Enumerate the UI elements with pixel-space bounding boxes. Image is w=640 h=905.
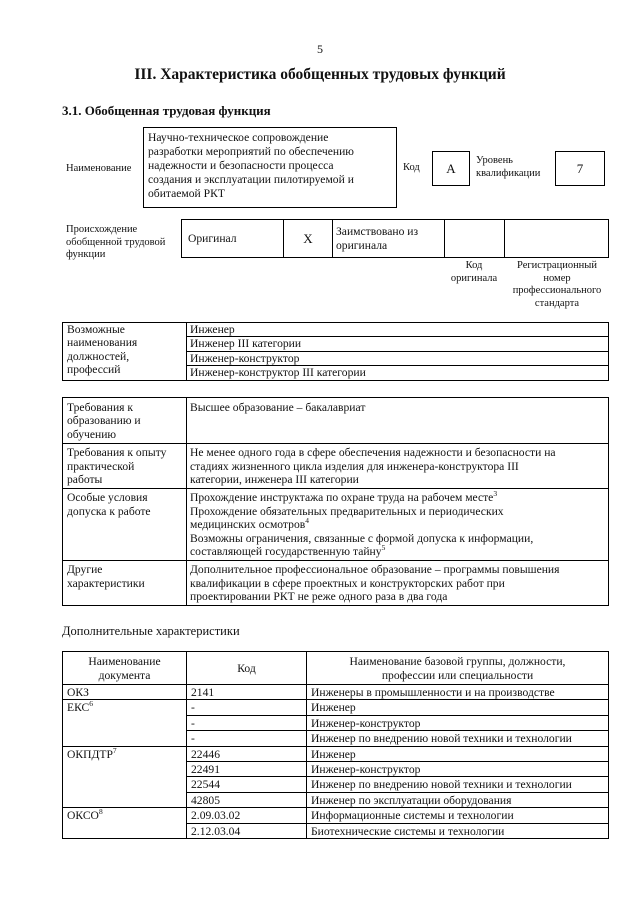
reg-number-line: стандарта	[534, 297, 580, 309]
borrowed-label	[333, 220, 445, 258]
code-original-line: оригинала	[450, 272, 498, 284]
requirement-value	[187, 561, 609, 605]
reg-number-line: Регистрационный	[517, 260, 597, 271]
code-original-caption	[443, 260, 505, 285]
reg-number-caption	[505, 260, 609, 310]
requirement-label-line: обучению	[67, 427, 117, 441]
header-doc-line: Наименование	[88, 655, 161, 669]
requirement-row	[63, 444, 609, 489]
name-label: Наименование	[66, 163, 132, 174]
origin-table	[181, 219, 609, 258]
requirement-label-line: работы	[67, 473, 103, 487]
level-label-line: Уровень	[476, 155, 513, 166]
header-name	[307, 652, 609, 685]
level-label	[476, 155, 540, 180]
original-label: Оригинал	[182, 220, 284, 258]
requirement-label	[63, 398, 187, 444]
requirement-label-line: Требования к	[67, 401, 134, 414]
doc-name: ЕКС	[67, 701, 90, 715]
reg-number-line: номер	[543, 272, 571, 284]
name-cell: Инженер по внедрению новой техники и технологии	[307, 777, 609, 792]
name-cell: Инженеры в промышленности и на производстве	[307, 685, 609, 700]
level-value-box	[555, 151, 605, 186]
requirement-line	[190, 491, 605, 504]
table-row	[63, 700, 609, 715]
footnote-mark: 8	[98, 807, 103, 817]
requirement-label-line: Особые условия	[67, 491, 148, 505]
requirement-line: Возможны ограничения, связанные с формой допуска к информации,	[190, 531, 534, 545]
code-cell: 22491	[187, 762, 307, 777]
code-cell: 42805	[187, 792, 307, 807]
code-original-cell	[445, 220, 505, 258]
positions-values	[187, 323, 609, 381]
table-row	[63, 808, 609, 823]
code-original-line: Код	[465, 260, 483, 271]
name-cell: Инженер-конструктор	[307, 762, 609, 777]
code-cell: -	[187, 700, 307, 715]
positions-label-line: должностей,	[67, 349, 130, 363]
code-label: Код	[403, 162, 420, 173]
origin-label-line: обобщенной трудовой	[66, 236, 166, 248]
code-cell: 2141	[187, 685, 307, 700]
code-value: А	[446, 160, 456, 176]
name-cell: Инженер	[307, 746, 609, 761]
code-cell: 2.12.03.04	[187, 823, 307, 838]
code-cell: 22544	[187, 777, 307, 792]
positions-label-line: профессий	[67, 363, 121, 377]
header-doc	[63, 652, 187, 685]
doc-name: ОКСО	[67, 809, 99, 823]
requirement-label-line: Другие	[67, 563, 103, 577]
requirement-line	[190, 545, 605, 558]
subsection-title: 3.1. Обобщенная трудовая функция	[62, 103, 271, 118]
requirement-line	[190, 518, 605, 531]
reg-number-cell	[505, 220, 609, 258]
requirement-line-text: медицинских осмотров	[190, 518, 306, 532]
code-value-box	[432, 151, 470, 186]
requirement-line: Прохождение обязательных предварительных и периодических	[190, 504, 504, 518]
reg-number-line: профессионального	[512, 285, 602, 296]
requirement-label	[63, 489, 187, 561]
code-cell: -	[187, 715, 307, 730]
requirement-label-line: образованию и	[67, 414, 141, 428]
name-cell: Информационные системы и технологии	[307, 808, 609, 823]
footnote-mark: 4	[305, 516, 309, 526]
requirement-row	[63, 398, 609, 444]
requirement-line: стадиях жизненного цикла изделия для инженера-конструктора III	[190, 459, 519, 473]
level-value: 7	[576, 160, 584, 176]
positions-label-line: Возможные	[67, 323, 125, 336]
requirement-line: категории, инженера III категории	[190, 473, 359, 487]
doc-cell	[63, 808, 187, 839]
code-cell: -	[187, 731, 307, 746]
doc-cell	[63, 700, 187, 746]
requirements-table	[62, 397, 609, 606]
requirement-row	[63, 561, 609, 605]
page-number: 5	[317, 42, 323, 56]
requirement-label	[63, 444, 187, 489]
table-row	[63, 746, 609, 761]
additional-header-row	[63, 652, 609, 685]
requirement-line-text: составляющей государственную тайну	[190, 545, 382, 559]
doc-cell	[63, 685, 187, 700]
footnote-mark: 6	[89, 699, 94, 709]
requirement-label-line: Требования к опыту	[67, 446, 167, 460]
origin-label-line: функции	[66, 249, 106, 260]
header-name-line: профессии или специальности	[381, 668, 534, 682]
borrowed-label-line: оригинала	[336, 238, 388, 252]
table-row	[63, 685, 609, 700]
requirement-label-line: характеристики	[67, 576, 145, 590]
doc-name: ОКПДТР	[67, 747, 113, 761]
requirement-line: квалификации в сфере проектных и конструкторских работ при	[190, 576, 505, 590]
requirement-value	[187, 398, 609, 444]
name-cell: Биотехнические системы и технологии	[307, 823, 609, 838]
name-cell: Инженер по эксплуатации оборудования	[307, 792, 609, 807]
requirement-line: проектировании РКТ не реже одного раза в два года	[190, 590, 448, 604]
header-doc-line: документа	[98, 668, 151, 682]
name-cell: Инженер-конструктор	[307, 715, 609, 730]
origin-label	[66, 224, 165, 262]
section-title: III. Характеристика обобщенных трудовых функций	[134, 66, 506, 83]
header-code: Код	[187, 652, 307, 685]
requirement-value	[187, 489, 609, 561]
header-name-line: Наименование базовой группы, должности,	[349, 655, 566, 669]
function-name-line: создания и эксплуатации пилотируемой и	[148, 173, 354, 186]
requirement-line: Дополнительное профессиональное образование – программы повышения	[190, 563, 560, 577]
function-name-line: разработки мероприятий по обеспечению	[148, 145, 354, 158]
requirement-label	[63, 561, 187, 605]
requirement-label-line: допуска к работе	[67, 504, 151, 518]
footnote-mark: 5	[381, 543, 386, 553]
function-name-line: обитаемой РКТ	[148, 187, 225, 200]
position-item: Инженер-конструктор	[187, 351, 608, 365]
positions-label	[63, 323, 187, 381]
footnote-mark: 3	[493, 489, 498, 499]
name-cell: Инженер по внедрению новой техники и технологии	[307, 731, 609, 746]
function-name-box	[143, 127, 397, 208]
code-cell: 2.09.03.02	[187, 808, 307, 823]
requirement-line: Не менее одного года в сфере обеспечения надежности и безопасности на	[190, 446, 556, 460]
requirement-label-line: практической	[67, 459, 135, 473]
position-item: Инженер-конструктор III категории	[187, 365, 608, 379]
positions-label-line: наименования	[67, 336, 138, 350]
footnote-mark: 7	[112, 745, 117, 755]
original-mark: X	[284, 220, 333, 258]
position-item: Инженер	[190, 323, 235, 336]
requirement-line-text: Прохождение инструктажа по охране труда на рабочем месте	[190, 491, 494, 505]
name-cell: Инженер	[307, 700, 609, 715]
origin-label-line: Происхождение	[66, 224, 138, 235]
position-item: Инженер III категории	[187, 336, 608, 350]
doc-name: ОКЗ	[67, 686, 89, 699]
requirement-line: Высшее образование – бакалавриат	[190, 401, 366, 414]
additional-title: Дополнительные характеристики	[62, 624, 240, 638]
borrowed-label-line: Заимствовано из	[336, 225, 419, 239]
function-name-line: надежности и безопасности процесса	[148, 159, 334, 172]
additional-table	[62, 651, 609, 839]
positions-table	[62, 322, 609, 381]
requirement-value	[187, 444, 609, 489]
doc-cell	[63, 746, 187, 808]
requirement-row	[63, 489, 609, 561]
code-cell: 22446	[187, 746, 307, 761]
level-label-line: квалификации	[476, 167, 541, 179]
function-name-line: Научно-техническое сопровождение	[148, 131, 329, 144]
